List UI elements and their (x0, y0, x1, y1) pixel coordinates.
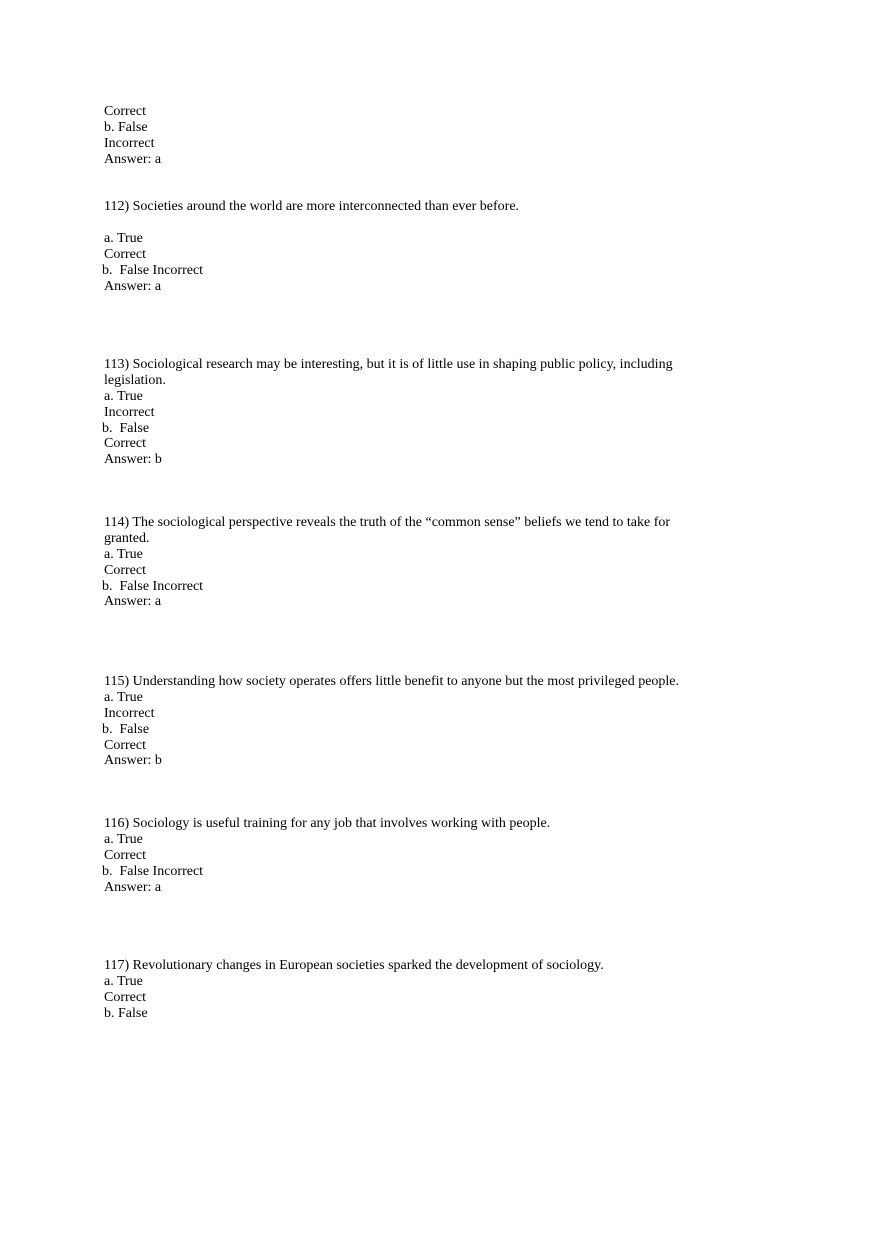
mark-a: Correct (104, 989, 146, 1005)
option-b: b. False (104, 1005, 148, 1021)
option-b: b. False Incorrect (102, 863, 204, 879)
mark-a: Correct (104, 246, 146, 262)
answer-line: Answer: a (104, 879, 162, 895)
question-text-line-1: 114) The sociological perspective reveals the truth of the “common sense” beliefs we tend to take for (104, 515, 671, 530)
question-114 (104, 515, 724, 610)
option-a: a. True (104, 831, 143, 847)
question-text-line-2: granted. (104, 530, 150, 546)
answer-line: Answer: b (104, 753, 162, 769)
answer-line: Answer: a (104, 594, 162, 610)
option-a: a. True (104, 973, 143, 989)
question-text-line-2: legislation. (104, 372, 166, 388)
option-a: a. True (104, 230, 143, 246)
mark-a: Correct (104, 847, 146, 863)
question-text: 117) Revolutionary changes in European societies sparked the development of sociology. (104, 958, 604, 973)
mark-a: Incorrect (104, 705, 155, 721)
question-113 (104, 357, 724, 468)
answer-line: Answer: a (104, 278, 162, 294)
mark-incorrect: Incorrect (104, 135, 155, 151)
option-b: b. False (102, 721, 150, 737)
answer-line: Answer: b (104, 452, 162, 468)
blank-line (104, 215, 724, 231)
question-fragment-top (104, 104, 724, 168)
option-b: b. False (104, 119, 148, 135)
option-b: b. False Incorrect (102, 262, 204, 278)
option-a: a. True (104, 689, 143, 705)
question-115 (104, 674, 724, 769)
mark-b: Correct (104, 737, 146, 753)
mark-correct: Correct (104, 104, 146, 119)
question-text: 116) Sociology is useful training for any job that involves working with people. (104, 816, 551, 831)
mark-a: Incorrect (104, 404, 155, 420)
option-b: b. False (102, 420, 150, 436)
question-text: 115) Understanding how society operates offers little benefit to anyone but the most privileged people. (104, 674, 680, 689)
question-text: 112) Societies around the world are more interconnected than ever before. (104, 199, 520, 214)
option-a: a. True (104, 388, 143, 404)
question-117 (104, 958, 724, 1022)
answer-line: Answer: a (104, 151, 162, 167)
option-a: a. True (104, 546, 143, 562)
mark-a: Correct (104, 562, 146, 578)
mark-b: Correct (104, 436, 146, 452)
question-112 (104, 199, 724, 294)
question-116 (104, 816, 724, 895)
option-b: b. False Incorrect (102, 578, 204, 594)
question-text-line-1: 113) Sociological research may be interesting, but it is of little use in shaping public policy, including (104, 357, 673, 372)
